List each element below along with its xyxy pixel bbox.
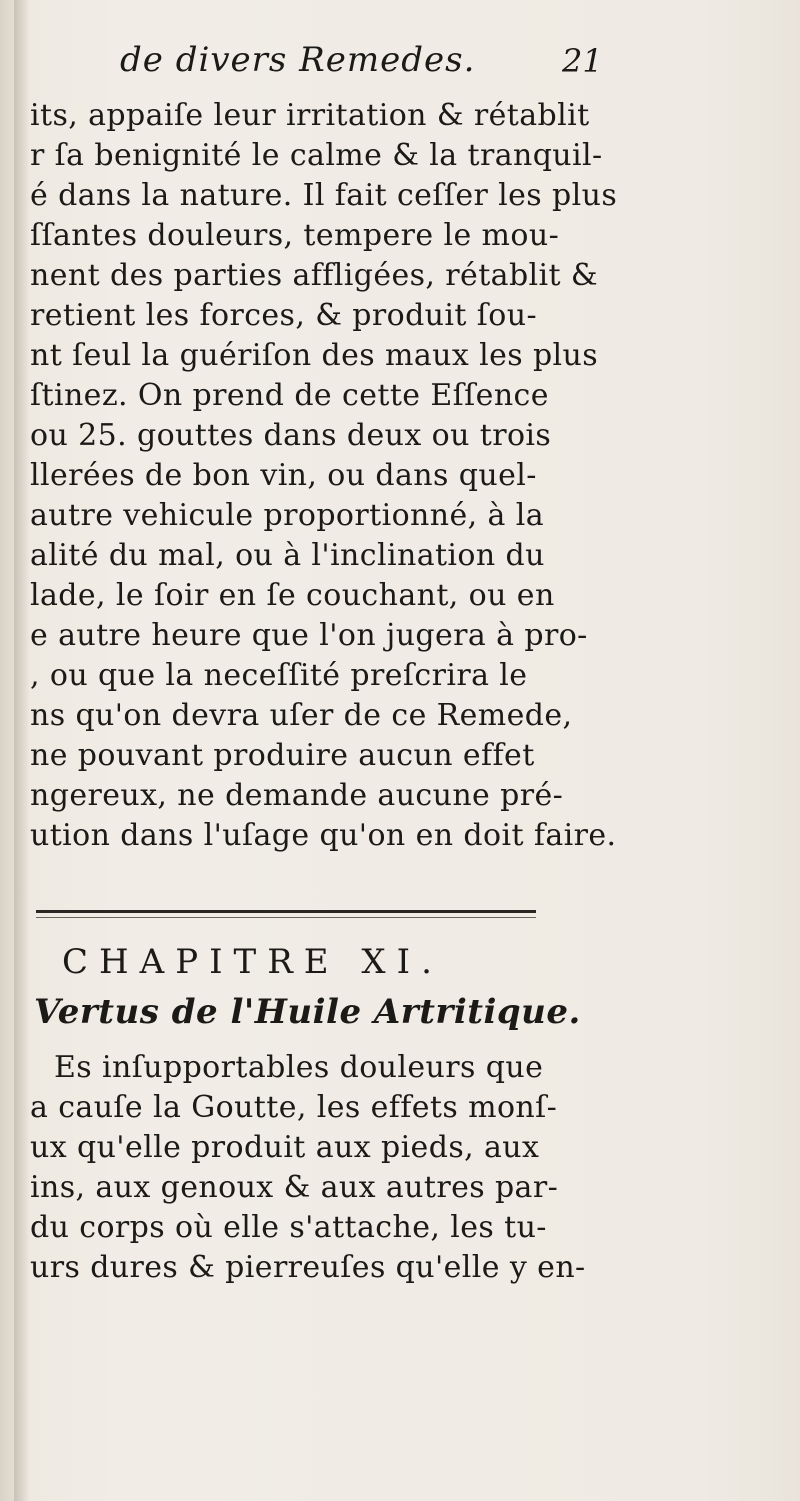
- text-line: retient les forces, & produit ſou-: [30, 298, 538, 333]
- text-line: nt ſeul la guériſon des maux les plus: [30, 338, 599, 373]
- text-line: ſſantes douleurs, tempere le mou-: [30, 218, 560, 253]
- text-line: a cauſe la Goutte, les effets monſ-: [30, 1090, 558, 1125]
- section-rule-thin: [36, 917, 536, 918]
- text-line: ins, aux genoux & aux autres par-: [30, 1170, 559, 1205]
- chapter-subtitle: Vertus de l'Huile Artritique.: [34, 992, 581, 1032]
- text-line: ne pouvant produire aucun effet: [30, 738, 535, 773]
- text-line: urs dures & pierreuſes qu'elle y en-: [30, 1250, 586, 1285]
- text-line: ou 25. gouttes dans deux ou trois: [30, 418, 552, 453]
- text-line: alité du mal, ou à l'inclination du: [30, 538, 545, 573]
- text-line: ution dans l'uſage qu'on en doit faire.: [30, 818, 617, 853]
- text-line: , ou que la neceſſité preſcrira le: [30, 658, 528, 693]
- text-line: ux qu'elle produit aux pieds, aux: [30, 1130, 540, 1165]
- page-number: 21: [562, 42, 603, 80]
- text-line: nent des parties affligées, rétablit &: [30, 258, 599, 293]
- section-rule: [36, 910, 536, 913]
- running-head: de divers Remedes.: [120, 40, 476, 80]
- text-line: r ſa benignité le calme & la tranquil-: [30, 138, 603, 173]
- text-line: ngereux, ne demande aucune pré-: [30, 778, 564, 813]
- text-line: autre vehicule proportionné, à la: [30, 498, 545, 533]
- text-line: lade, le ſoir en ſe couchant, ou en: [30, 578, 555, 613]
- text-line: ſtinez. On prend de cette Eſſence: [30, 378, 549, 413]
- text-line: é dans la nature. Il fait ceſſer les plus: [30, 178, 618, 213]
- text-line: ns qu'on devra uſer de ce Remede,: [30, 698, 573, 733]
- text-line: e autre heure que l'on jugera à pro-: [30, 618, 588, 653]
- text-line: llerées de bon vin, ou dans quel-: [30, 458, 537, 493]
- chapter-heading: CHAPITRE XI.: [62, 942, 443, 982]
- text-line: its, appaiſe leur irritation & rétablit: [30, 98, 590, 133]
- binding-gutter: [14, 0, 30, 1501]
- text-line: du corps où elle s'attache, les tu-: [30, 1210, 547, 1245]
- text-line: Es inſupportables douleurs que: [54, 1050, 544, 1085]
